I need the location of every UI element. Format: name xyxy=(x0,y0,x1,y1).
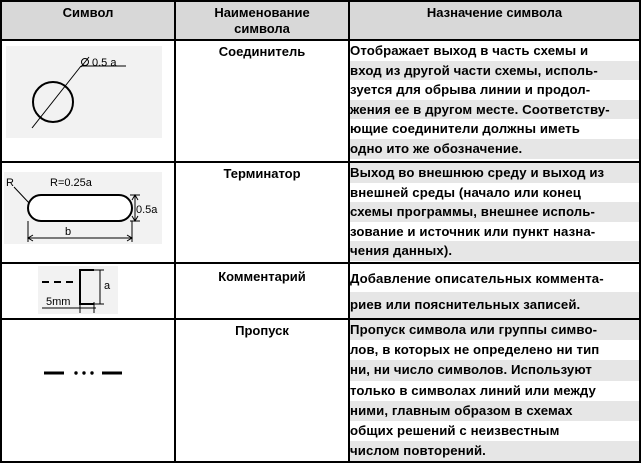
skip-symbol xyxy=(40,364,130,384)
row-terminator-description xyxy=(350,163,639,261)
skip-drawing xyxy=(40,364,130,384)
terminator-symbol xyxy=(4,172,162,244)
description-line: схемы программы, внешнее исполь- xyxy=(350,202,639,222)
header-name-line1: Наименование xyxy=(214,5,310,20)
connector-drawing xyxy=(6,46,162,138)
row-skip-name: Пропуск xyxy=(235,323,289,338)
table-border-top xyxy=(0,0,641,2)
header-symbol xyxy=(2,2,174,39)
description-line: ющие соединители должны иметь xyxy=(350,119,639,139)
row-skip-description xyxy=(350,320,639,461)
description-line: одно ито же обозначение. xyxy=(350,139,639,159)
header-symbol-label: Символ xyxy=(62,5,114,20)
row-terminator-name: Терминатор xyxy=(223,166,301,181)
row-connector-name: Соединитель xyxy=(218,44,306,59)
terminator-drawing xyxy=(4,172,162,244)
comment-bracket xyxy=(80,270,94,304)
description-line: Пропуск символа или группы симво- xyxy=(350,320,639,340)
header-divider xyxy=(0,39,641,41)
description-line: зование и источник или пункт назна- xyxy=(350,222,639,242)
description-line: внешней среды (начало или конец xyxy=(350,183,639,203)
comment-a-label: a xyxy=(104,280,111,292)
description-line: Выход во внешнюю среду и выход из xyxy=(350,163,639,183)
table-border-right xyxy=(639,0,641,463)
row-connector-description xyxy=(350,41,639,159)
description-line: Отображает выход в часть схемы и xyxy=(350,41,639,61)
row-divider xyxy=(0,161,641,163)
diameter-line xyxy=(32,66,81,128)
diameter-label: 0.5 a xyxy=(92,57,117,69)
description-line: только в символах линий или между xyxy=(350,381,639,401)
table-border-bottom xyxy=(0,461,641,463)
description-line: лов, в которых не определено ни тип xyxy=(350,340,639,360)
description-line: числом повторений. xyxy=(350,441,639,461)
description-line: чения данных). xyxy=(350,241,639,261)
width-label: b xyxy=(65,226,72,238)
description-line: ни, ни число символов. Используют xyxy=(350,360,639,380)
comment-drawing xyxy=(38,266,118,314)
connector-symbol xyxy=(6,46,162,138)
row-comment-description xyxy=(350,266,639,318)
description-line: ними, главным образом в схемах xyxy=(350,401,639,421)
table-border-left xyxy=(0,0,2,463)
header-purpose-label: Назначение символа xyxy=(426,5,563,20)
description-line: Добавление описательных коммента- xyxy=(350,266,639,292)
comment-mm-label: 5mm xyxy=(46,296,71,308)
header-name xyxy=(176,2,348,39)
column-divider xyxy=(174,0,176,463)
column-divider xyxy=(348,0,350,463)
description-line: риев или пояснительных записей. xyxy=(350,292,639,318)
comment-symbol xyxy=(38,266,118,314)
description-line: жения ее в другом месте. Соответству- xyxy=(350,100,639,120)
header-purpose xyxy=(350,2,639,39)
terminator-shape xyxy=(28,195,132,221)
description-line: зуется для обрыва линии и продол- xyxy=(350,80,639,100)
row-comment-name: Комментарий xyxy=(218,269,306,284)
radius-r-label: R xyxy=(6,177,14,189)
radius-label: R=0.25a xyxy=(50,177,92,189)
description-line: общих решений с неизвестным xyxy=(350,421,639,441)
row-divider xyxy=(0,262,641,264)
description-line: вход из другой части схемы, исполь- xyxy=(350,61,639,81)
header-name-line2: символа xyxy=(234,21,290,36)
row-divider xyxy=(0,318,641,320)
height-label: 0.5a xyxy=(136,204,158,216)
